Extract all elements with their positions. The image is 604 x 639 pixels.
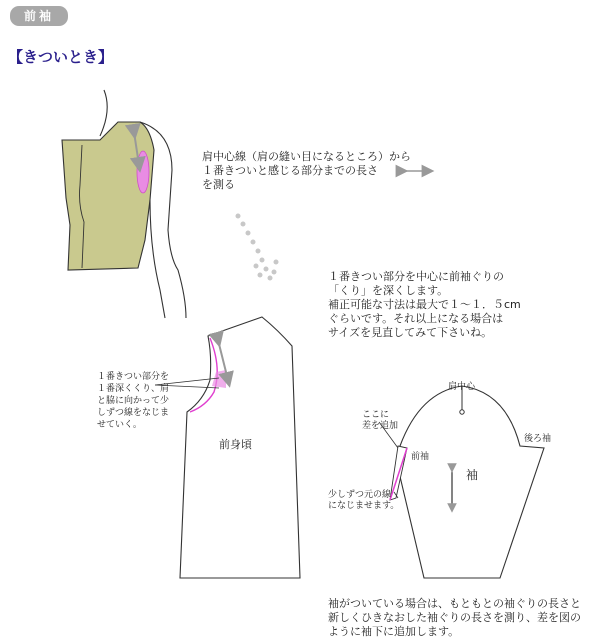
label-shoulder-center: 肩中心 bbox=[448, 382, 476, 392]
note-bodice: １番きつい部分を １番深くくり、肩 と脇に向かって少 しずつ線をなじま せていく。 bbox=[97, 372, 170, 430]
neck-line bbox=[100, 90, 107, 136]
note-bottom: 袖がついている場合は、もともとの袖ぐりの長さと 新しくひきなおした袖ぐりの長さを測り、差を図の ように袖下に追加します。 bbox=[328, 597, 581, 638]
note-measure: 肩中心線（肩の縫い目になるところ）から １番きついと感じる部分までの長さ を測る bbox=[202, 150, 411, 191]
tab-front-sleeve[interactable]: 前袖 bbox=[10, 6, 68, 26]
garment-body bbox=[62, 122, 154, 270]
section-title: 【きついとき】 bbox=[8, 48, 114, 66]
label-front-bodice: 前身頃 bbox=[219, 438, 252, 451]
dotted-arrow bbox=[236, 214, 279, 281]
label-sleeve: 袖 bbox=[466, 468, 479, 482]
torso-figure bbox=[62, 90, 186, 318]
label-back-sleeve: 後ろ袖 bbox=[524, 434, 552, 444]
label-add-here: ここに 差を追加 bbox=[362, 410, 399, 431]
arm-inner-line bbox=[150, 200, 165, 318]
label-front-sleeve: 前袖 bbox=[411, 452, 430, 462]
note-deepen: １番きつい部分を中心に前袖ぐりの 「くり」を深くします。 補正可能な寸法は最大で１～１．５cm ぐらいです。それ以上になる場合は サイズを見直してみて下さいね。 bbox=[328, 270, 521, 339]
sleeve-pattern bbox=[379, 386, 544, 578]
note-blend: 少しずつ元の線 になじませます。 bbox=[328, 490, 400, 511]
